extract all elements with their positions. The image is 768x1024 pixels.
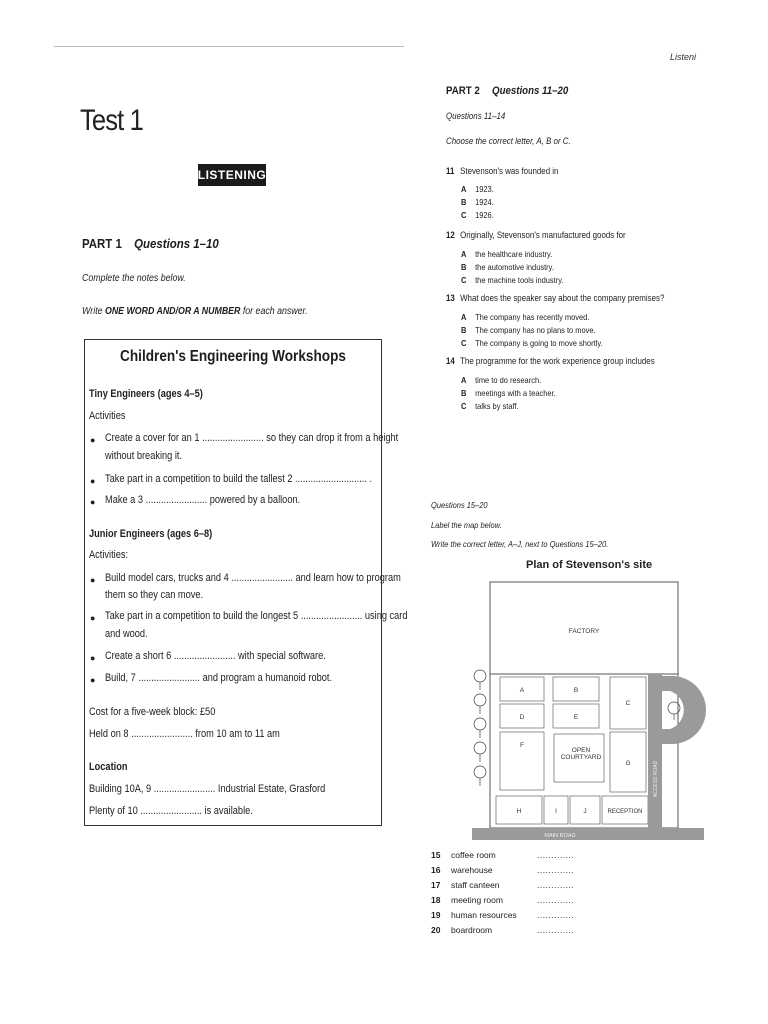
legend-text: staff canteen: [451, 880, 500, 890]
note-line-4a: Build model cars, trucks and 4 ........................ and learn how to program: [105, 572, 401, 584]
site-plan-map: [460, 574, 710, 846]
bullet-icon: ●: [90, 575, 96, 585]
answer-blank[interactable]: .............: [537, 925, 575, 935]
option-14-c[interactable]: [461, 401, 519, 411]
note-line-4b: them so they can move.: [105, 589, 204, 601]
option-text: meetings with a teacher.: [475, 388, 556, 398]
note-line-5b: and wood.: [105, 628, 148, 640]
option-text: 1924.: [475, 197, 494, 207]
map-instruction-2: Write the correct letter, A–J, next to Questions 15–20.: [431, 539, 609, 549]
legend-row-16: [431, 865, 575, 875]
access-road: [648, 674, 662, 828]
bullet-icon: ●: [90, 476, 96, 486]
legend-text: human resources: [451, 910, 517, 920]
option-13-a[interactable]: [461, 312, 589, 322]
option-text: The company has no plans to move.: [475, 325, 596, 335]
test-title: Test 1: [80, 104, 143, 137]
option-12-c[interactable]: [461, 275, 564, 285]
option-letter: B: [461, 325, 467, 335]
option-letter: C: [461, 210, 467, 220]
question-text: The programme for the work experience group includes: [460, 356, 655, 366]
legend-text: coffee room: [451, 850, 496, 860]
question-text: Stevenson's was founded in: [460, 166, 559, 176]
question-text: Originally, Stevenson's manufactured goods for: [460, 230, 626, 240]
location-heading: Location: [89, 761, 128, 773]
map-label-i: I: [555, 808, 557, 815]
answer-blank[interactable]: .............: [537, 910, 575, 920]
option-letter: A: [461, 312, 467, 322]
option-11-a[interactable]: [461, 184, 494, 194]
option-text: talks by staff.: [475, 401, 519, 411]
part2-instruction: Choose the correct letter, A, B or C.: [446, 136, 571, 146]
top-rule: [54, 46, 404, 47]
question-12: [446, 230, 626, 240]
question-number: 12: [446, 230, 455, 240]
option-letter: B: [461, 262, 467, 272]
map-title: Plan of Stevenson's site: [526, 559, 653, 571]
map-label-j: J: [583, 808, 587, 815]
answer-blank[interactable]: .............: [537, 880, 575, 890]
held-line: Held on 8 ........................ from 10 am to 11 am: [89, 728, 280, 740]
legend-row-20: [431, 925, 575, 935]
option-text: 1923.: [475, 184, 494, 194]
option-letter: A: [461, 249, 467, 259]
option-text: The company has recently moved.: [475, 312, 590, 322]
question-text: What does the speaker say about the company premises?: [460, 293, 665, 303]
legend-text: boardroom: [451, 925, 493, 935]
legend-number: 19: [431, 910, 441, 920]
option-letter: C: [461, 338, 467, 348]
answer-blank[interactable]: .............: [537, 865, 575, 875]
running-header: Listeni: [670, 52, 697, 62]
note-line-6: Create a short 6 ........................ with special software.: [105, 650, 326, 662]
option-letter: B: [461, 388, 467, 398]
legend-number: 16: [431, 865, 441, 875]
part2-sub-label: Questions 11–14: [446, 111, 506, 121]
part2-label: PART 2: [446, 85, 480, 97]
option-letter: B: [461, 197, 467, 207]
building-line: Building 10A, 9 ........................ Industrial Estate, Grasford: [89, 783, 326, 795]
map-label-main-road: MAIN ROAD: [544, 833, 576, 839]
map-label-b: B: [573, 687, 579, 694]
option-text: 1926.: [475, 210, 494, 220]
option-text: the automotive industry.: [475, 262, 554, 272]
legend-number: 18: [431, 895, 441, 905]
note-line-5a: Take part in a competition to build the longest 5 ........................ using card: [105, 610, 408, 622]
bullet-icon: ●: [90, 435, 96, 445]
question-number: 14: [446, 356, 455, 366]
part2-questions-label: Questions 11–20: [492, 85, 569, 97]
map-label-a: A: [519, 687, 525, 694]
answer-blank[interactable]: .............: [537, 850, 575, 860]
option-13-c[interactable]: [461, 338, 603, 348]
part2-heading: [446, 85, 568, 97]
option-12-b[interactable]: [461, 262, 554, 272]
part1-instruction-1: Complete the notes below.: [82, 273, 186, 284]
option-text: The company is going to move shortly.: [475, 338, 603, 348]
map-label-courtyard-1: OPEN: [571, 747, 591, 754]
listening-badge: LISTENING: [198, 164, 266, 186]
map-label-e: E: [573, 714, 579, 721]
plenty-line: Plenty of 10 ........................ is available.: [89, 805, 253, 817]
legend-number: 15: [431, 850, 441, 860]
note-line-3: Make a 3 ........................ powered by a balloon.: [105, 494, 301, 506]
option-text: time to do research.: [475, 375, 542, 385]
option-text: the healthcare industry.: [475, 249, 553, 259]
room-f: [500, 732, 544, 790]
bullet-icon: ●: [90, 653, 96, 663]
map-label-h: H: [516, 808, 522, 815]
question-13: [446, 293, 664, 303]
cost-line: Cost for a five-week block: £50: [89, 706, 216, 718]
part1-heading: [82, 236, 219, 251]
legend-row-15: [431, 850, 575, 860]
map-label-d: D: [519, 714, 525, 721]
legend-number: 17: [431, 880, 441, 890]
notes-box: [84, 339, 408, 826]
map-label-factory: FACTORY: [568, 628, 600, 635]
legend-text: meeting room: [451, 895, 503, 905]
question-11: [446, 166, 558, 176]
note-line-2: Take part in a competition to build the tallest 2 ............................ .: [105, 473, 373, 485]
legend-number: 20: [431, 925, 441, 935]
option-text: the machine tools industry.: [475, 275, 564, 285]
map-sub-label: Questions 15–20: [431, 500, 488, 510]
option-11-b[interactable]: [461, 197, 494, 207]
option-12-a[interactable]: [461, 249, 552, 259]
legend-text: warehouse: [451, 865, 493, 875]
tiny-engineers-heading: Tiny Engineers (ages 4–5): [89, 388, 203, 400]
legend-row-18: [431, 895, 575, 905]
bullet-icon: ●: [90, 613, 96, 623]
option-letter: A: [461, 375, 467, 385]
part1-questions-label: Questions 1–10: [134, 236, 219, 251]
part1-instruction-2: Write ONE WORD AND/OR A NUMBER for each answer.: [82, 306, 308, 317]
main-road: [472, 828, 704, 840]
map-label-f: F: [520, 742, 524, 749]
option-letter: C: [461, 401, 467, 411]
option-14-a[interactable]: [461, 375, 541, 385]
bullet-icon: ●: [90, 675, 96, 685]
note-line-1a: Create a cover for an 1 ........................ so they can drop it from a height: [105, 432, 399, 444]
option-11-c[interactable]: [461, 210, 494, 220]
option-14-b[interactable]: [461, 388, 556, 398]
option-letter: C: [461, 275, 467, 285]
map-label-c: C: [625, 700, 631, 707]
part1-label: PART 1: [82, 236, 122, 251]
note-line-1b: without breaking it.: [105, 450, 183, 462]
question-number: 11: [446, 166, 455, 176]
bullet-icon: ●: [90, 497, 96, 507]
map-label-courtyard-2: COURTYARD: [560, 754, 602, 761]
activities-label-2: Activities:: [89, 549, 129, 561]
map-label-reception: RECEPTION: [607, 809, 643, 815]
notes-title: Children's Engineering Workshops: [120, 348, 346, 365]
activities-label-1: Activities: [89, 410, 126, 422]
question-number: 13: [446, 293, 455, 303]
map-label-access-road: ACCESS ROAD: [653, 760, 659, 798]
map-label-g: G: [625, 760, 631, 767]
legend-row-19: [431, 910, 575, 920]
map-instruction-1: Label the map below.: [431, 520, 502, 530]
note-line-7: Build, 7 ........................ and program a humanoid robot.: [105, 672, 333, 684]
question-14: [446, 356, 655, 366]
legend-row-17: [431, 880, 575, 890]
option-letter: A: [461, 184, 467, 194]
option-13-b[interactable]: [461, 325, 596, 335]
junior-engineers-heading: Junior Engineers (ages 6–8): [89, 528, 213, 540]
answer-blank[interactable]: .............: [537, 895, 575, 905]
